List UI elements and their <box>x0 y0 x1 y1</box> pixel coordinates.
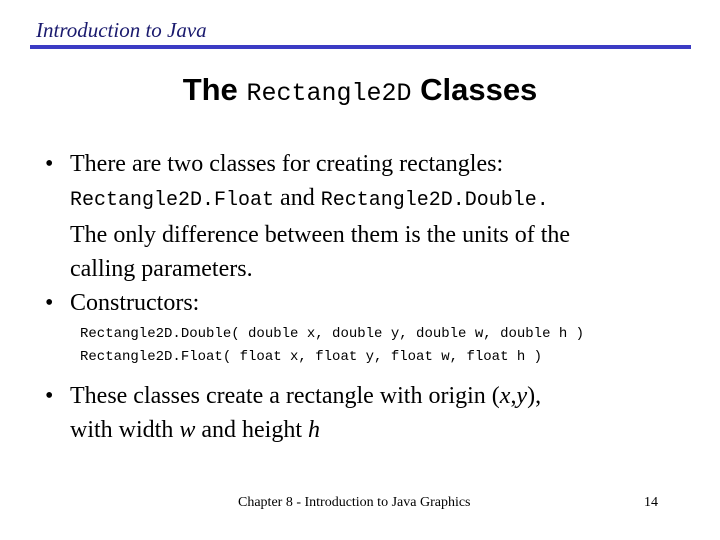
bullet-1-code-float: Rectangle2D.Float <box>70 189 275 212</box>
slide-title-code: Rectangle2D <box>246 79 412 108</box>
page-number: 14 <box>644 495 658 510</box>
constructor-double: Rectangle2D.Double( double x, double y, double w, double h ) <box>80 326 585 342</box>
bullet-1-code-double: Rectangle2D.Double. <box>320 189 549 212</box>
bullet-3-line2a: with width <box>70 417 174 443</box>
bullet-marker: • <box>45 383 54 409</box>
footer-text: Chapter 8 - Introduction to Java Graphics <box>238 495 471 510</box>
bullet-3 <box>70 379 700 447</box>
constructor-float: Rectangle2D.Float( float x, float y, float w, float h ) <box>80 349 543 365</box>
bullet-3-x: x <box>499 383 511 409</box>
header-rule <box>30 45 691 49</box>
bullet-3-h: h <box>308 417 320 443</box>
bullet-2-text: Constructors: <box>70 290 200 316</box>
bullet-3-y: y <box>516 383 528 409</box>
slide-title-prefix: The <box>182 72 238 107</box>
bullet-marker: • <box>45 290 54 316</box>
bullet-1-line4: calling parameters. <box>70 256 253 282</box>
bullet-3-w: w <box>179 417 196 443</box>
slide-title <box>0 72 720 108</box>
header-title: Introduction to Java <box>36 18 207 42</box>
bullet-1 <box>70 147 700 286</box>
bullet-marker: • <box>45 151 54 177</box>
bullet-3-line2b: and height <box>201 417 302 443</box>
bullet-1-text: There are two classes for creating rectangles: <box>70 151 504 177</box>
bullet-1-line3: The only difference between them is the units of the <box>70 222 571 248</box>
bullet-3-text: These classes create a rectangle with origin ( <box>70 383 500 409</box>
bullet-1-and: and <box>280 185 315 211</box>
slide-title-suffix: Classes <box>420 72 538 107</box>
bullet-3-close: ), <box>527 383 542 409</box>
bullet-3-comma: , <box>510 383 517 409</box>
